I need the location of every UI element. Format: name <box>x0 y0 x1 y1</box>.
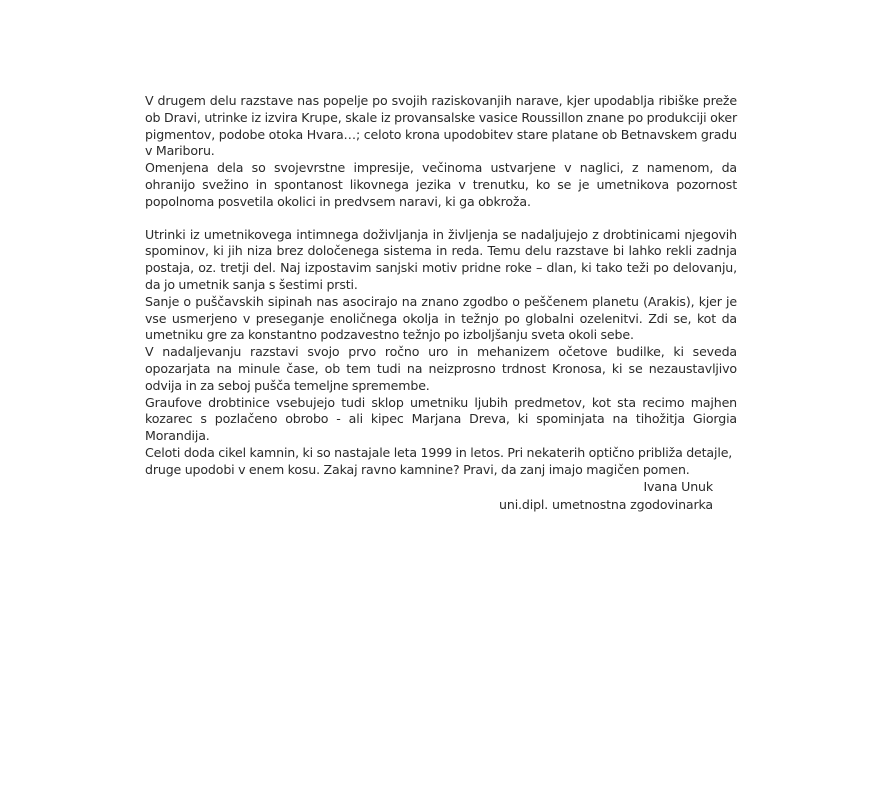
paragraph-impressions: Omenjena dela so svojevrstne impresije, večinoma ustvarjene v naglici, z namenom, da ohranijo svežino in spontanost likovnega jezika v trenutku, ko se je umetnikova pozornost popolnoma posvetila okolici in predvsem naravi, ki ga obkroža. <box>145 160 737 209</box>
paragraph-wristwatch: V nadaljevanju razstavi svojo prvo ročno uro in mehanizem očetove budilke, ki seveda opozarjata na minule čase, ob tem tudi na neizprosno trdnost Kronosa, ki se nezaustavljivo odvija in za seboj pušča temeljne spremembe. <box>145 344 737 393</box>
document-body <box>145 93 737 479</box>
paragraph-nature-explorations: V drugem delu razstave nas popelje po svojih raziskovanjih narave, kjer upodablja ribiške preže ob Dravi, utrinke iz izvira Krupe, skale iz provansalske vasice Roussillon znane po produkciji oker pigmentov, podobe otoka Hvara…; celoto krona upodobitev stare platane ob Betnavskem gradu v Mariboru. <box>145 93 737 159</box>
author-name: Ivana Unuk <box>643 479 713 494</box>
paragraph-rocks-cycle: Celoti doda cikel kamnin, ki so nastajale leta 1999 in letos. Pri nekaterih optično približa detajle, druge upodobi v enem kosu. Zakaj ravno kamnine? Pravi, da zanj imajo magičen pomen. <box>145 444 733 477</box>
paragraph-desert-dunes: Sanje o puščavskih sipinah nas asocirajo na znano zgodbo o peščenem planetu (Arakis), kjer je vse usmerjeno v preseganje enoličnega okolja in težnjo po globalni ozelenitvi. Zdi se, kot da umetniku gre za konstantno podzavestno težnjo po izboljšanju sveta okoli sebe. <box>145 293 737 343</box>
paragraph-spacer <box>145 211 737 227</box>
paragraph-beloved-objects: Graufove drobtinice vsebujejo tudi sklop umetniku ljubih predmetov, kot sta recimo majhen kozarec s pozlačeno obrobo - ali kipec Marjana Dreva, ki spominjata na tihožitja Giorgia Morandija. <box>145 394 737 444</box>
paragraph-memories: Utrinki iz umetnikovega intimnega doživljanja in življenja se nadaljujejo z drobtinicami njegovih spominov, ki jih niza brez določenega sistema in reda. Temu delu razstave bi lahko rekli zadnja postaja, oz. tretji del. Naj izpostavim sanjski motiv pridne roke – dlan, ki tako teži po delovanju, da jo umetnik sanja s šestimi prsti. <box>145 226 737 292</box>
author-title: uni.dipl. umetnostna zgodovinarka <box>499 497 713 512</box>
signature-block <box>145 478 713 514</box>
